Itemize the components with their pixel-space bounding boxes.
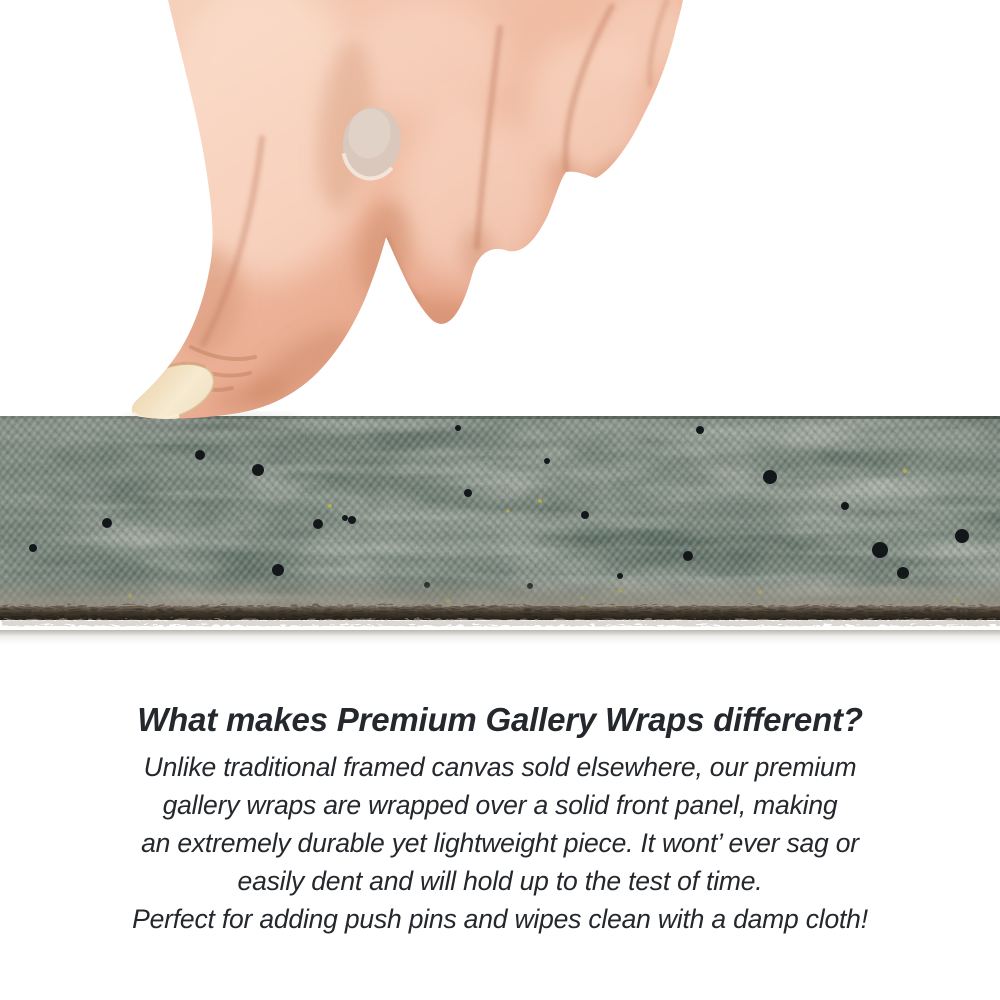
info-line-3: an extremely durable yet lightweight piece. It wont’ ever sag or — [141, 828, 859, 858]
info-line-4: easily dent and will hold up to the test of time. — [237, 866, 763, 896]
info-heading: What makes Premium Gallery Wraps different? — [137, 701, 863, 738]
product-info-text — [0, 701, 1000, 938]
canvas-edge-strip — [0, 416, 1000, 630]
info-line-5: Perfect for adding push pins and wipes clean with a damp cloth! — [132, 904, 868, 934]
info-line-2: gallery wraps are wrapped over a solid front panel, making — [162, 790, 838, 820]
info-line-1: Unlike traditional framed canvas sold elsewhere, our premium — [143, 752, 857, 782]
hand-illustration — [0, 0, 1000, 440]
canvas-bottom-edge — [0, 576, 1000, 630]
hand-photo — [0, 0, 1000, 440]
strip-drop-shadow — [0, 630, 1000, 645]
canvas-texture — [0, 416, 1000, 630]
